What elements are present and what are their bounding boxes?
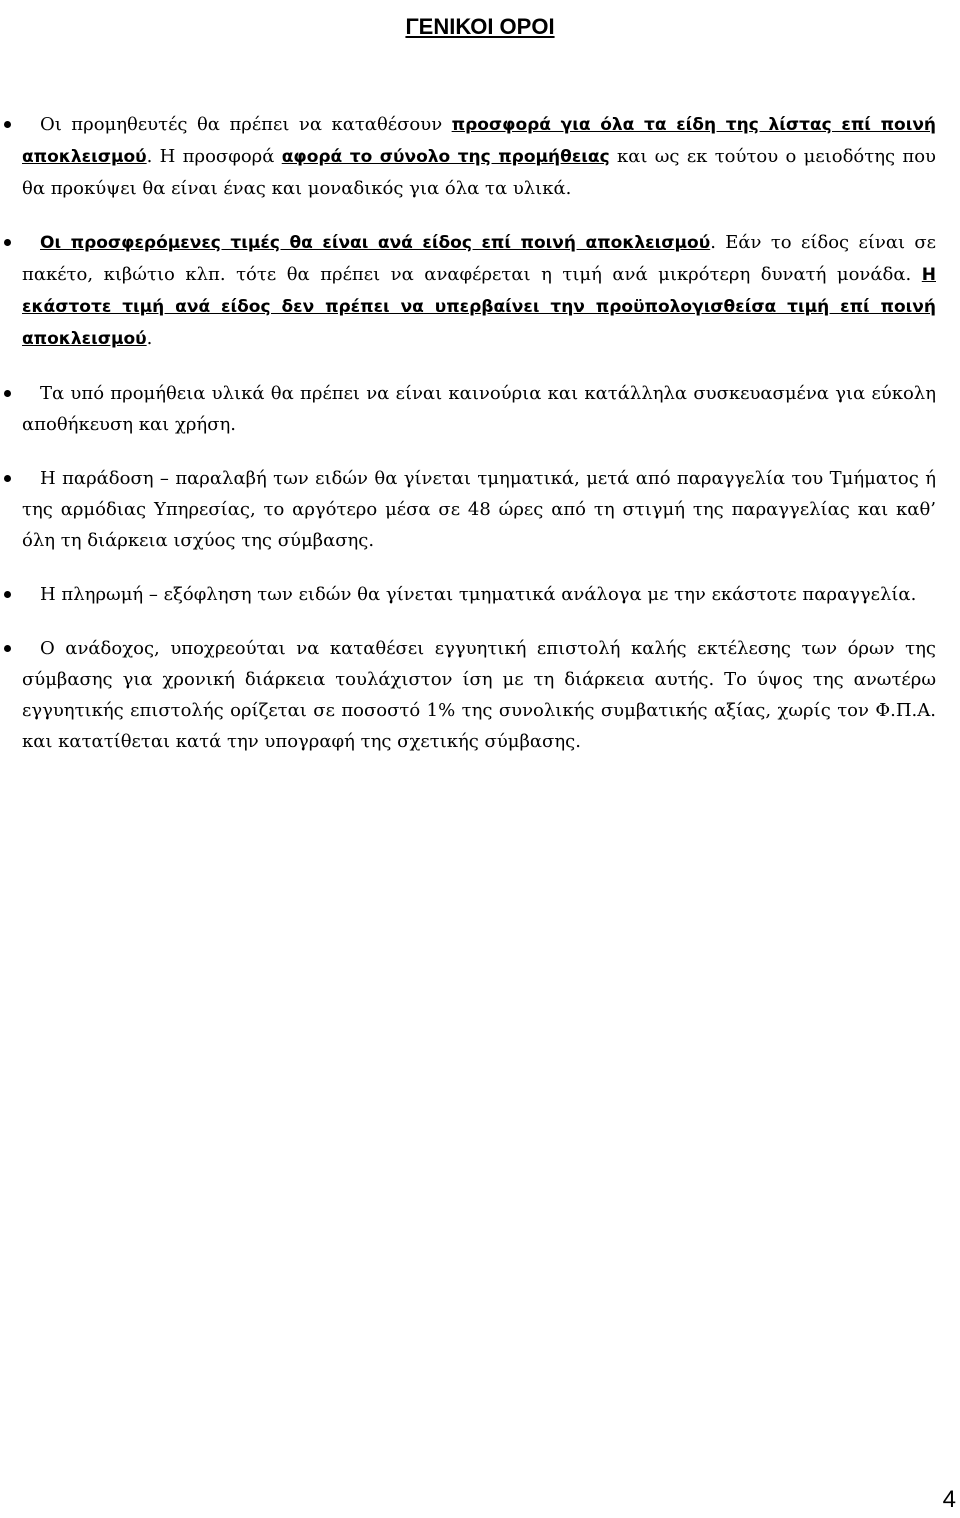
term-prices-per-item xyxy=(22,227,936,355)
term-text: Η παράδοση – παραλαβή των ειδών θα γίνεται τμηματικά, μετά από παραγγελία του Τμήματος ή της αρμόδιας Υπηρεσίας, το αργότερο μέσα σε 48 ώρες από τη στιγμή της παραγγελίας και καθ’ όλη τη διάρκεια ισχύος της σύμβασης. xyxy=(22,468,936,551)
term-text: Οι προμηθευτές θα πρέπει να καταθέσουν xyxy=(40,114,452,135)
page-number: 4 xyxy=(942,1486,956,1513)
term-text: Ο ανάδοχος, υποχρεούται να καταθέσει εγγυητική επιστολή καλής εκτέλεσης των όρων της σύμβασης για χρονική διάρκεια τουλάχιστον ίση με τη διάρκεια αυτής. Το ύψος της ανωτέρω εγγυητικής επιστολής ορίζεται σε ποσοστό 1% της συνολικής συμβατικής αξίας, χωρίς τον Φ.Π.Α. και κατατίθεται κατά την υπογραφή της σχετικής σύμβασης. xyxy=(22,638,936,752)
term-offer-all-items xyxy=(22,109,936,204)
term-text: . Εάν το είδος είναι σε πακέτο, κιβώτιο κλπ. τότε θα πρέπει να αναφέρεται η τιμή ανά μικρότερη δυνατή μονάδα. xyxy=(22,232,936,285)
term-guarantee-letter xyxy=(22,633,936,757)
term-text: Τα υπό προμήθεια υλικά θα πρέπει να είναι καινούρια και κατάλληλα συσκευασμένα για εύκολη αποθήκευση και χρήση. xyxy=(22,383,936,435)
term-text: και ως εκ τούτου ο μειοδότης που θα προκύψει θα είναι ένας και μοναδικός για όλα τα υλικά. xyxy=(22,146,936,199)
general-terms-list xyxy=(22,109,936,780)
term-delivery xyxy=(22,463,936,556)
term-emphasis: προσφορά για όλα τα είδη της λίστας επί ποινή αποκλεισμού xyxy=(22,115,937,167)
term-emphasis: Η εκάστοτε τιμή ανά είδος δεν πρέπει να υπερβαίνει την προϋπολογισθείσα τιμή επί ποινή αποκλεισμού xyxy=(22,265,936,349)
term-emphasis: αφορά το σύνολο της προμήθειας xyxy=(281,147,610,167)
term-emphasis: Οι προσφερόμενες τιμές θα είναι ανά είδος επί ποινή αποκλεισμού xyxy=(40,233,711,253)
term-text: . xyxy=(146,328,153,349)
term-payment xyxy=(22,579,936,610)
term-text: Η πληρωμή – εξόφληση των ειδών θα γίνεται τμηματικά ανάλογα με την εκάστοτε παραγγελία. xyxy=(40,584,917,605)
page-title: ΓΕΝΙΚΟΙ ΟΡΟΙ xyxy=(405,13,555,39)
term-new-materials xyxy=(22,378,936,440)
term-text: . Η προσφορά xyxy=(146,146,282,167)
